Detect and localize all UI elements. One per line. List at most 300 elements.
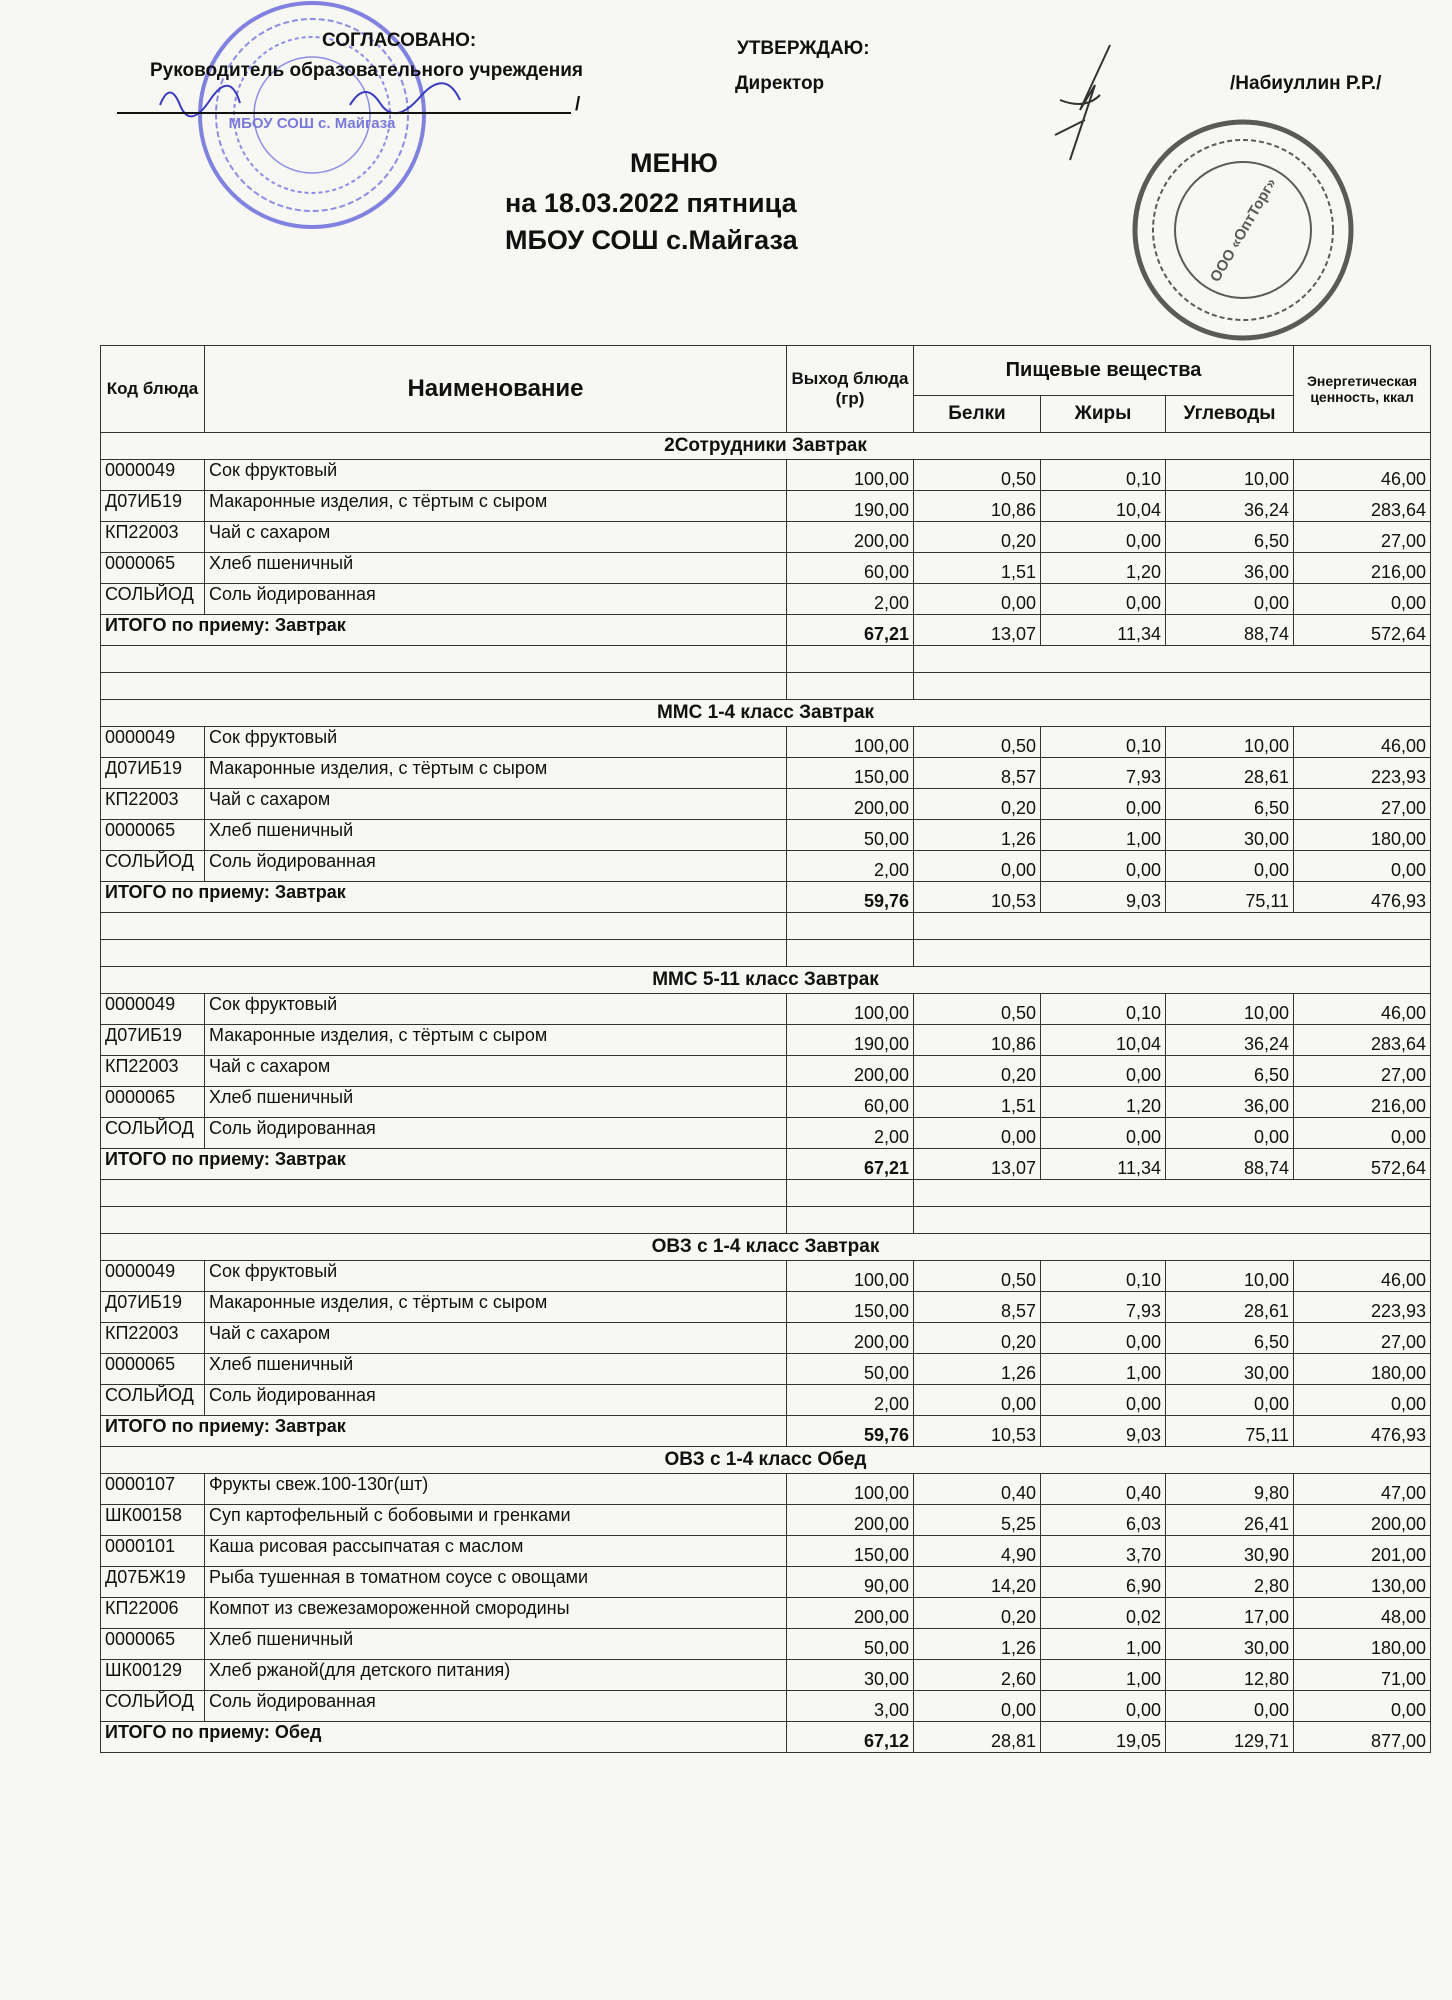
total-carbs: 129,71 — [1166, 1722, 1294, 1753]
cell-carbs: 28,61 — [1166, 1292, 1294, 1323]
cell-fat: 10,04 — [1041, 1025, 1166, 1056]
cell-code: СОЛЬЙОД — [101, 851, 205, 882]
cell-code: Д07ИБ19 — [101, 758, 205, 789]
col-header-nutrients: Пищевые вещества — [914, 346, 1294, 396]
cell-fat: 7,93 — [1041, 1292, 1166, 1323]
cell-code: ШК00158 — [101, 1505, 205, 1536]
cell-name: Сок фруктовый — [205, 460, 787, 491]
section-title: ОВЗ с 1-4 класс Обед — [101, 1447, 1431, 1474]
cell-name: Макаронные изделия, с тёртым с сыром — [205, 1025, 787, 1056]
cell-carbs: 10,00 — [1166, 460, 1294, 491]
cell-code: 0000065 — [101, 1354, 205, 1385]
cell-fat: 6,90 — [1041, 1567, 1166, 1598]
blank-cell — [101, 1180, 787, 1207]
cell-fat: 0,00 — [1041, 1118, 1166, 1149]
blank-row — [101, 673, 1431, 700]
total-row — [101, 615, 1431, 646]
total-row — [101, 1722, 1431, 1753]
cell-energy: 200,00 — [1294, 1505, 1431, 1536]
blank-cell — [101, 646, 787, 673]
cell-yield: 200,00 — [787, 1598, 914, 1629]
cell-carbs: 0,00 — [1166, 1691, 1294, 1722]
cell-name: Чай с сахаром — [205, 1056, 787, 1087]
total-protein: 10,53 — [914, 882, 1041, 913]
total-fat: 19,05 — [1041, 1722, 1166, 1753]
cell-fat: 0,00 — [1041, 1323, 1166, 1354]
cell-code: 0000049 — [101, 460, 205, 491]
cell-carbs: 30,00 — [1166, 1629, 1294, 1660]
cell-carbs: 36,24 — [1166, 1025, 1294, 1056]
blank-cell — [787, 673, 914, 700]
col-header-code: Код блюда — [101, 346, 205, 433]
cell-energy: 46,00 — [1294, 727, 1431, 758]
blank-cell — [101, 673, 787, 700]
total-label: ИТОГО по приему: Завтрак — [101, 615, 787, 646]
cell-fat: 1,00 — [1041, 1354, 1166, 1385]
cell-code: КП22006 — [101, 1598, 205, 1629]
table-row — [101, 789, 1431, 820]
company-stamp — [1128, 115, 1358, 345]
cell-carbs: 36,00 — [1166, 553, 1294, 584]
cell-name: Соль йодированная — [205, 1691, 787, 1722]
cell-code: СОЛЬЙОД — [101, 584, 205, 615]
total-protein: 13,07 — [914, 1149, 1041, 1180]
cell-name: Соль йодированная — [205, 851, 787, 882]
cell-code: КП22003 — [101, 789, 205, 820]
cell-energy: 216,00 — [1294, 1087, 1431, 1118]
cell-protein: 10,86 — [914, 1025, 1041, 1056]
cell-protein: 0,00 — [914, 851, 1041, 882]
cell-energy: 46,00 — [1294, 1261, 1431, 1292]
col-header-fat: Жиры — [1041, 395, 1166, 432]
blank-cell — [787, 913, 914, 940]
director-signature — [1040, 40, 1130, 170]
total-yield: 67,12 — [787, 1722, 914, 1753]
table-row — [101, 994, 1431, 1025]
cell-name: Компот из свежезамороженной смородины — [205, 1598, 787, 1629]
cell-protein: 0,20 — [914, 789, 1041, 820]
cell-energy: 223,93 — [1294, 758, 1431, 789]
total-carbs: 88,74 — [1166, 1149, 1294, 1180]
cell-carbs: 30,90 — [1166, 1536, 1294, 1567]
blank-cell — [787, 646, 914, 673]
cell-yield: 30,00 — [787, 1660, 914, 1691]
cell-protein: 0,00 — [914, 1691, 1041, 1722]
cell-code: 0000049 — [101, 994, 205, 1025]
cell-fat: 3,70 — [1041, 1536, 1166, 1567]
cell-name: Хлеб пшеничный — [205, 1087, 787, 1118]
table-row — [101, 1087, 1431, 1118]
cell-carbs: 6,50 — [1166, 1056, 1294, 1087]
total-protein: 28,81 — [914, 1722, 1041, 1753]
section-title-row — [101, 433, 1431, 460]
menu-table — [100, 345, 1431, 1753]
cell-name: Хлеб ржаной(для детского питания) — [205, 1660, 787, 1691]
cell-name: Фрукты свеж.100-130г(шт) — [205, 1474, 787, 1505]
cell-code: 0000049 — [101, 727, 205, 758]
agreed-label: СОГЛАСОВАНО: — [322, 30, 477, 51]
cell-fat: 0,40 — [1041, 1474, 1166, 1505]
cell-code: Д07БЖ19 — [101, 1567, 205, 1598]
table-row — [101, 1660, 1431, 1691]
cell-carbs: 36,00 — [1166, 1087, 1294, 1118]
cell-energy: 216,00 — [1294, 553, 1431, 584]
cell-protein: 0,00 — [914, 1385, 1041, 1416]
cell-energy: 27,00 — [1294, 1323, 1431, 1354]
cell-yield: 100,00 — [787, 1261, 914, 1292]
cell-energy: 27,00 — [1294, 789, 1431, 820]
cell-code: 0000101 — [101, 1536, 205, 1567]
total-fat: 11,34 — [1041, 615, 1166, 646]
section-title: 2Сотрудники Завтрак — [101, 433, 1431, 460]
total-carbs: 75,11 — [1166, 882, 1294, 913]
cell-energy: 71,00 — [1294, 1660, 1431, 1691]
cell-code: 0000065 — [101, 553, 205, 584]
total-energy: 476,93 — [1294, 882, 1431, 913]
col-header-energy: Энергетическая ценность, ккал — [1294, 346, 1431, 433]
cell-energy: 46,00 — [1294, 460, 1431, 491]
cell-protein: 10,86 — [914, 491, 1041, 522]
agreed-slash: / — [575, 94, 581, 115]
blank-cell — [101, 940, 787, 967]
cell-yield: 100,00 — [787, 994, 914, 1025]
cell-energy: 27,00 — [1294, 522, 1431, 553]
table-row — [101, 1354, 1431, 1385]
cell-energy: 180,00 — [1294, 1354, 1431, 1385]
table-row — [101, 1261, 1431, 1292]
cell-yield: 200,00 — [787, 522, 914, 553]
cell-yield: 190,00 — [787, 1025, 914, 1056]
cell-fat: 1,00 — [1041, 1660, 1166, 1691]
cell-name: Каша рисовая рассыпчатая с маслом — [205, 1536, 787, 1567]
cell-energy: 46,00 — [1294, 994, 1431, 1025]
blank-cell — [787, 940, 914, 967]
cell-protein: 0,20 — [914, 1598, 1041, 1629]
cell-code: Д07ИБ19 — [101, 1292, 205, 1323]
cell-name: Хлеб пшеничный — [205, 1354, 787, 1385]
cell-carbs: 10,00 — [1166, 994, 1294, 1025]
cell-yield: 200,00 — [787, 1323, 914, 1354]
cell-code: КП22003 — [101, 1056, 205, 1087]
blank-cell — [914, 646, 1431, 673]
section-title-row — [101, 1234, 1431, 1261]
cell-protein: 0,20 — [914, 522, 1041, 553]
cell-energy: 47,00 — [1294, 1474, 1431, 1505]
cell-energy: 180,00 — [1294, 820, 1431, 851]
cell-yield: 2,00 — [787, 851, 914, 882]
blank-row — [101, 1207, 1431, 1234]
cell-carbs: 6,50 — [1166, 1323, 1294, 1354]
cell-name: Хлеб пшеничный — [205, 553, 787, 584]
col-header-carbs: Углеводы — [1166, 395, 1294, 432]
blank-row — [101, 1180, 1431, 1207]
cell-fat: 1,20 — [1041, 1087, 1166, 1118]
cell-yield: 100,00 — [787, 727, 914, 758]
total-fat: 9,03 — [1041, 1416, 1166, 1447]
total-row — [101, 882, 1431, 913]
cell-energy: 27,00 — [1294, 1056, 1431, 1087]
cell-carbs: 0,00 — [1166, 1385, 1294, 1416]
cell-fat: 1,00 — [1041, 1629, 1166, 1660]
cell-yield: 150,00 — [787, 1536, 914, 1567]
cell-name: Соль йодированная — [205, 1118, 787, 1149]
section-title-row — [101, 700, 1431, 727]
cell-code: Д07ИБ19 — [101, 491, 205, 522]
section-title-row — [101, 967, 1431, 994]
table-row — [101, 1474, 1431, 1505]
cell-fat: 7,93 — [1041, 758, 1166, 789]
total-energy: 572,64 — [1294, 615, 1431, 646]
col-header-yield: Выход блюда (гр) — [787, 346, 914, 433]
total-yield: 67,21 — [787, 1149, 914, 1180]
cell-carbs: 9,80 — [1166, 1474, 1294, 1505]
total-energy: 572,64 — [1294, 1149, 1431, 1180]
cell-fat: 10,04 — [1041, 491, 1166, 522]
cell-carbs: 26,41 — [1166, 1505, 1294, 1536]
cell-fat: 0,00 — [1041, 522, 1166, 553]
cell-yield: 50,00 — [787, 1629, 914, 1660]
blank-row — [101, 646, 1431, 673]
cell-energy: 0,00 — [1294, 1118, 1431, 1149]
total-label: ИТОГО по приему: Завтрак — [101, 1149, 787, 1180]
cell-energy: 283,64 — [1294, 491, 1431, 522]
cell-code: 0000107 — [101, 1474, 205, 1505]
total-energy: 476,93 — [1294, 1416, 1431, 1447]
cell-yield: 190,00 — [787, 491, 914, 522]
cell-fat: 0,10 — [1041, 460, 1166, 491]
cell-protein: 0,20 — [914, 1323, 1041, 1354]
cell-code: 0000065 — [101, 1629, 205, 1660]
cell-name: Макаронные изделия, с тёртым с сыром — [205, 1292, 787, 1323]
cell-yield: 200,00 — [787, 1505, 914, 1536]
cell-protein: 8,57 — [914, 758, 1041, 789]
approve-name: /Набиуллин Р.Р./ — [1230, 73, 1382, 94]
cell-energy: 130,00 — [1294, 1567, 1431, 1598]
table-row — [101, 1567, 1431, 1598]
menu-school: МБОУ СОШ с.Майгаза — [505, 225, 798, 255]
cell-fat: 0,00 — [1041, 1056, 1166, 1087]
cell-name: Хлеб пшеничный — [205, 1629, 787, 1660]
cell-energy: 180,00 — [1294, 1629, 1431, 1660]
cell-protein: 14,20 — [914, 1567, 1041, 1598]
cell-code: ШК00129 — [101, 1660, 205, 1691]
cell-protein: 0,00 — [914, 584, 1041, 615]
cell-yield: 90,00 — [787, 1567, 914, 1598]
cell-protein: 0,50 — [914, 994, 1041, 1025]
cell-name: Соль йодированная — [205, 1385, 787, 1416]
table-row — [101, 1118, 1431, 1149]
cell-carbs: 12,80 — [1166, 1660, 1294, 1691]
cell-protein: 5,25 — [914, 1505, 1041, 1536]
table-row — [101, 820, 1431, 851]
cell-code: СОЛЬЙОД — [101, 1691, 205, 1722]
table-row — [101, 491, 1431, 522]
company-stamp-text: ООО «ОптТорг» — [1206, 175, 1280, 286]
cell-yield: 200,00 — [787, 1056, 914, 1087]
cell-name: Соль йодированная — [205, 584, 787, 615]
cell-name: Сок фруктовый — [205, 1261, 787, 1292]
cell-code: СОЛЬЙОД — [101, 1118, 205, 1149]
cell-fat: 6,03 — [1041, 1505, 1166, 1536]
blank-cell — [101, 1207, 787, 1234]
section-title-row — [101, 1447, 1431, 1474]
cell-protein: 0,40 — [914, 1474, 1041, 1505]
cell-protein: 0,50 — [914, 1261, 1041, 1292]
cell-name: Чай с сахаром — [205, 522, 787, 553]
cell-carbs: 10,00 — [1166, 727, 1294, 758]
cell-name: Сок фруктовый — [205, 727, 787, 758]
blank-cell — [914, 673, 1431, 700]
total-yield: 59,76 — [787, 1416, 914, 1447]
approve-role: Директор — [735, 73, 825, 94]
agreed-signature-line — [117, 112, 571, 114]
cell-fat: 0,00 — [1041, 584, 1166, 615]
cell-yield: 3,00 — [787, 1691, 914, 1722]
cell-energy: 0,00 — [1294, 1385, 1431, 1416]
cell-fat: 0,00 — [1041, 789, 1166, 820]
cell-protein: 1,51 — [914, 553, 1041, 584]
total-fat: 9,03 — [1041, 882, 1166, 913]
cell-energy: 201,00 — [1294, 1536, 1431, 1567]
cell-carbs: 36,24 — [1166, 491, 1294, 522]
cell-yield: 2,00 — [787, 1385, 914, 1416]
cell-name: Хлеб пшеничный — [205, 820, 787, 851]
cell-carbs: 28,61 — [1166, 758, 1294, 789]
cell-fat: 0,00 — [1041, 851, 1166, 882]
blank-cell — [914, 1180, 1431, 1207]
cell-name: Чай с сахаром — [205, 789, 787, 820]
blank-cell — [787, 1180, 914, 1207]
cell-protein: 0,50 — [914, 727, 1041, 758]
cell-name: Макаронные изделия, с тёртым с сыром — [205, 758, 787, 789]
cell-carbs: 6,50 — [1166, 789, 1294, 820]
table-row — [101, 1385, 1431, 1416]
table-row — [101, 1598, 1431, 1629]
cell-protein: 0,50 — [914, 460, 1041, 491]
cell-carbs: 0,00 — [1166, 851, 1294, 882]
table-row — [101, 758, 1431, 789]
total-label: ИТОГО по приему: Обед — [101, 1722, 787, 1753]
table-row — [101, 1536, 1431, 1567]
table-row — [101, 553, 1431, 584]
table-row — [101, 1323, 1431, 1354]
cell-carbs: 2,80 — [1166, 1567, 1294, 1598]
cell-yield: 150,00 — [787, 1292, 914, 1323]
school-stamp-text: МБОУ СОШ с. Майгаза — [228, 115, 396, 132]
cell-carbs: 0,00 — [1166, 1118, 1294, 1149]
section-title: ОВЗ с 1-4 класс Завтрак — [101, 1234, 1431, 1261]
table-row — [101, 522, 1431, 553]
cell-energy: 48,00 — [1294, 1598, 1431, 1629]
menu-date: на 18.03.2022 пятница — [505, 188, 797, 218]
total-yield: 67,21 — [787, 615, 914, 646]
cell-code: 0000049 — [101, 1261, 205, 1292]
cell-carbs: 17,00 — [1166, 1598, 1294, 1629]
cell-protein: 0,00 — [914, 1118, 1041, 1149]
cell-yield: 2,00 — [787, 584, 914, 615]
cell-yield: 200,00 — [787, 789, 914, 820]
blank-cell — [914, 913, 1431, 940]
cell-protein: 8,57 — [914, 1292, 1041, 1323]
cell-protein: 1,26 — [914, 1629, 1041, 1660]
blank-row — [101, 913, 1431, 940]
cell-name: Рыба тушенная в томатном соусе с овощами — [205, 1567, 787, 1598]
blank-cell — [914, 940, 1431, 967]
cell-energy: 0,00 — [1294, 851, 1431, 882]
cell-carbs: 0,00 — [1166, 584, 1294, 615]
total-row — [101, 1416, 1431, 1447]
cell-protein: 1,51 — [914, 1087, 1041, 1118]
blank-cell — [914, 1207, 1431, 1234]
cell-name: Чай с сахаром — [205, 1323, 787, 1354]
cell-code: 0000065 — [101, 1087, 205, 1118]
table-row — [101, 1056, 1431, 1087]
cell-fat: 1,20 — [1041, 553, 1166, 584]
cell-carbs: 30,00 — [1166, 820, 1294, 851]
cell-yield: 50,00 — [787, 820, 914, 851]
cell-fat: 0,02 — [1041, 1598, 1166, 1629]
cell-fat: 0,00 — [1041, 1691, 1166, 1722]
cell-code: Д07ИБ19 — [101, 1025, 205, 1056]
total-protein: 10,53 — [914, 1416, 1041, 1447]
cell-energy: 283,64 — [1294, 1025, 1431, 1056]
blank-cell — [787, 1207, 914, 1234]
cell-code: КП22003 — [101, 522, 205, 553]
total-energy: 877,00 — [1294, 1722, 1431, 1753]
cell-fat: 1,00 — [1041, 820, 1166, 851]
cell-energy: 0,00 — [1294, 1691, 1431, 1722]
total-yield: 59,76 — [787, 882, 914, 913]
cell-name: Сок фруктовый — [205, 994, 787, 1025]
cell-fat: 0,10 — [1041, 727, 1166, 758]
total-label: ИТОГО по приему: Завтрак — [101, 1416, 787, 1447]
cell-fat: 0,00 — [1041, 1385, 1166, 1416]
section-title: ММС 1-4 класс Завтрак — [101, 700, 1431, 727]
cell-yield: 60,00 — [787, 553, 914, 584]
cell-yield: 50,00 — [787, 1354, 914, 1385]
total-label: ИТОГО по приему: Завтрак — [101, 882, 787, 913]
total-fat: 11,34 — [1041, 1149, 1166, 1180]
approve-label: УТВЕРЖДАЮ: — [737, 38, 870, 59]
total-carbs: 75,11 — [1166, 1416, 1294, 1447]
cell-code: КП22003 — [101, 1323, 205, 1354]
cell-code: 0000065 — [101, 820, 205, 851]
cell-yield: 60,00 — [787, 1087, 914, 1118]
cell-protein: 0,20 — [914, 1056, 1041, 1087]
cell-yield: 2,00 — [787, 1118, 914, 1149]
cell-fat: 0,10 — [1041, 1261, 1166, 1292]
blank-cell — [101, 913, 787, 940]
table-row — [101, 1292, 1431, 1323]
total-protein: 13,07 — [914, 615, 1041, 646]
cell-name: Суп картофельный с бобовыми и гренками — [205, 1505, 787, 1536]
cell-yield: 100,00 — [787, 1474, 914, 1505]
cell-carbs: 6,50 — [1166, 522, 1294, 553]
table-row — [101, 584, 1431, 615]
section-title: ММС 5-11 класс Завтрак — [101, 967, 1431, 994]
cell-protein: 4,90 — [914, 1536, 1041, 1567]
cell-yield: 100,00 — [787, 460, 914, 491]
col-header-name: Наименование — [205, 346, 787, 433]
table-row — [101, 851, 1431, 882]
cell-carbs: 30,00 — [1166, 1354, 1294, 1385]
cell-protein: 2,60 — [914, 1660, 1041, 1691]
agreed-role: Руководитель образовательного учреждения — [150, 60, 583, 81]
table-row — [101, 727, 1431, 758]
total-row — [101, 1149, 1431, 1180]
cell-energy: 223,93 — [1294, 1292, 1431, 1323]
cell-name: Макаронные изделия, с тёртым с сыром — [205, 491, 787, 522]
